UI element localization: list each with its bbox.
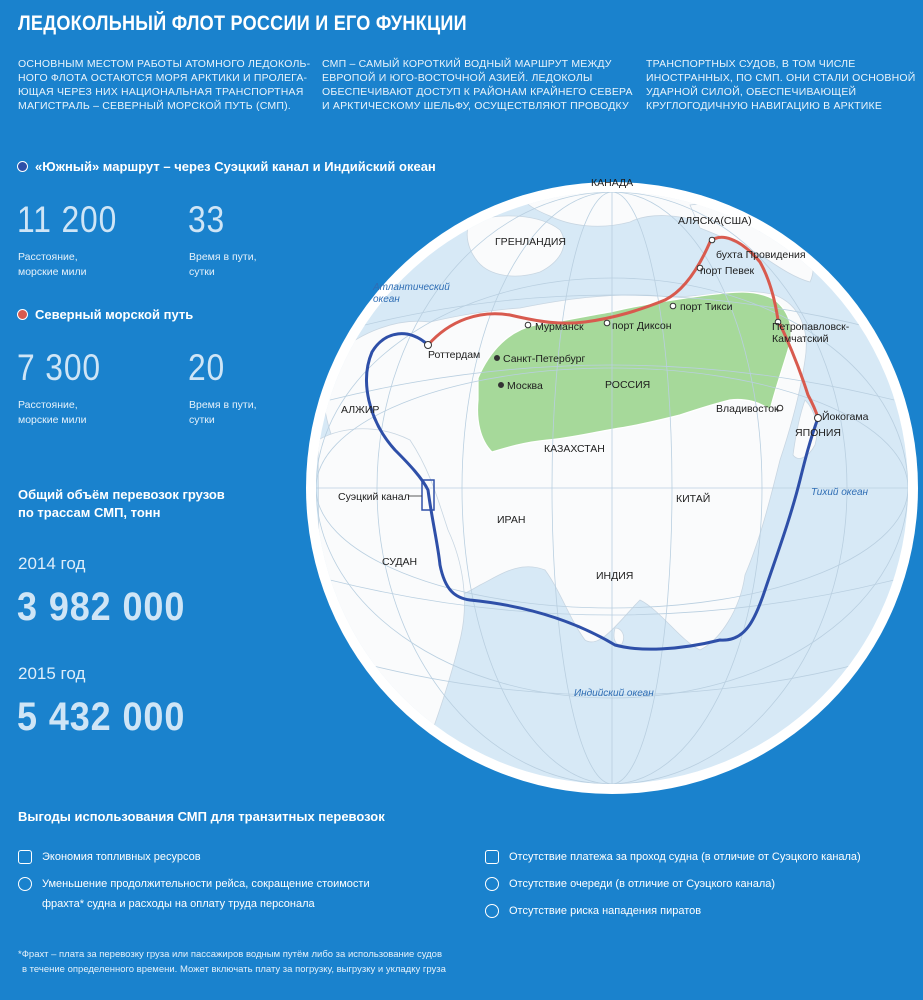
footnote: *Фрахт – плата за перевозку груза или пассажиров водным путём либо за использование судов в течение определенного времени. Может включать плату за погрузку, выгрузку и укладку груза (18, 949, 446, 975)
year-2014-value: 3 982 000 (17, 585, 186, 629)
label-petropavlovsk-1: Петропавловск- (772, 321, 850, 333)
intro-column-1: ОСНОВНЫМ МЕСТОМ РАБОТЫ АТОМНОГО ЛЕДОКОЛЬ- НОГО ФЛОТА ОСТАЮТСЯ МОРЯ АРКТИКИ И ПРОЛЕГА- ЮЩАЯ ЧЕРЕЗ НИХ НАЦИОНАЛЬНАЯ ТРАНСПОРТНАЯ МАГИСТРАЛЬ – СЕВЕРНЫЙ МОРСКОЙ ПУТЬ (СМП). (18, 58, 311, 112)
page-title: ЛЕДОКОЛЬНЫЙ ФЛОТ РОССИИ И ЕГО ФУНКЦИИ (18, 12, 467, 35)
south-route-heading: «Южный» маршрут – через Суэцкий канал и Индийский океан (17, 159, 436, 174)
marker-yokohama (815, 415, 822, 422)
label-murmansk: Мурманск (535, 321, 584, 333)
label-japan: ЯПОНИЯ (795, 427, 842, 439)
north-distance-caption: Расстояние, морские мили (18, 399, 87, 426)
label-tiksi: порт Тикси (680, 301, 733, 313)
label-atlantic-2: океан (373, 294, 400, 305)
marker-murmansk (525, 322, 531, 328)
label-iran: ИРАН (497, 514, 526, 526)
south-distance: 11 200 (17, 199, 118, 240)
label-russia: РОССИЯ (605, 379, 651, 391)
pirate-icon (485, 904, 499, 918)
benefit-left-1: Экономия топливных ресурсов (18, 849, 201, 865)
globe-map (300, 160, 923, 800)
north-time: 20 (188, 347, 226, 388)
label-sudan: СУДАН (382, 556, 418, 568)
north-route-heading: Северный морской путь (17, 307, 193, 322)
benefit-left-2: Уменьшение продолжительности рейса, сокращение стоимости фрахта* судна и расходы на оплату труда персонала (18, 876, 370, 912)
label-pevek: порт Певек (700, 265, 755, 277)
fuel-icon (18, 850, 32, 864)
label-providence: бухта Провидения (716, 249, 806, 261)
marker-moscow (499, 383, 504, 388)
label-yokohama: Йокогама (822, 411, 869, 423)
label-china: КИТАЙ (676, 493, 711, 505)
year-2014-label: 2014 год (18, 554, 86, 573)
south-route-dot (17, 161, 28, 172)
volume-title: Общий объём перевозок грузов по трассам СМП, тонн (18, 487, 225, 520)
marker-dikson (604, 320, 610, 326)
label-petropavlovsk-2: Камчатский (772, 333, 829, 345)
label-rotterdam: Роттердам (428, 349, 481, 361)
benefit-right-2: Отсутствие очереди (в отличие от Суэцкого канала) (485, 876, 775, 892)
label-atlantic-1: Атлантический (373, 282, 450, 293)
north-distance: 7 300 (17, 347, 101, 388)
queue-icon (485, 877, 499, 891)
benefit-right-1: Отсутствие платежа за проход судна (в отличие от Суэцкого канала) (485, 849, 861, 865)
label-spb: Санкт-Петербург (503, 353, 586, 365)
label-india: ИНДИЯ (596, 570, 634, 582)
label-algeria: АЛЖИР (341, 404, 380, 416)
label-indian: Индийский океан (574, 688, 654, 699)
label-greenland: ГРЕНЛАНДИЯ (495, 236, 566, 248)
label-dikson: порт Диксон (612, 320, 672, 332)
benefits-title: Выгоды использования СМП для транзитных перевозок (18, 809, 385, 824)
label-vladivostok: Владивосток (716, 403, 779, 415)
intro-column-2: СМП – САМЫЙ КОРОТКИЙ ВОДНЫЙ МАРШРУТ МЕЖДУ ЕВРОПОЙ И ЮГО-ВОСТОЧНОЙ АЗИЕЙ. ЛЕДОКОЛЫ ОБЕСПЕЧИВАЮТ ДОСТУП К РАЙОНАМ КРАЙНЕГО СЕВЕРА И АРКТИЧЕСКОМУ ШЕЛЬФУ, ОСУЩЕСТВЛЯЮТ ПРОВОДКУ (322, 58, 633, 112)
marker-tiksi (670, 303, 676, 309)
label-alaska: АЛЯСКА(США) (678, 215, 752, 227)
label-kazakhstan: КАЗАХСТАН (544, 443, 605, 455)
south-time-caption: Время в пути, сутки (189, 251, 257, 278)
label-canada: КАНАДА (591, 177, 634, 189)
south-time: 33 (188, 199, 226, 240)
marker-rotterdam (425, 342, 432, 349)
label-suez: Суэцкий канал (338, 491, 410, 503)
south-distance-caption: Расстояние, морские мили (18, 251, 87, 278)
benefit-right-3: Отсутствие риска нападения пиратов (485, 903, 701, 919)
ship-icon (18, 877, 32, 891)
north-route-dot (17, 309, 28, 320)
year-2015-value: 5 432 000 (17, 695, 186, 739)
label-pacific: Тихий океан (811, 487, 869, 498)
label-moscow: Москва (507, 380, 543, 392)
year-2015-label: 2015 год (18, 664, 86, 683)
marker-spb (495, 356, 500, 361)
intro-column-3: ТРАНСПОРТНЫХ СУДОВ, В ТОМ ЧИСЛЕ ИНОСТРАННЫХ, ПО СМП. ОНИ СТАЛИ ОСНОВНОЙ УДАРНОЙ СИЛОЙ, ОБЕСПЕЧИВАЮЩЕЙ КРУГЛОГОДИЧНУЮ НАВИГАЦИЮ В АРКТИКЕ (646, 58, 916, 112)
payment-icon (485, 850, 499, 864)
marker-providence (709, 237, 715, 243)
north-time-caption: Время в пути, сутки (189, 399, 257, 426)
